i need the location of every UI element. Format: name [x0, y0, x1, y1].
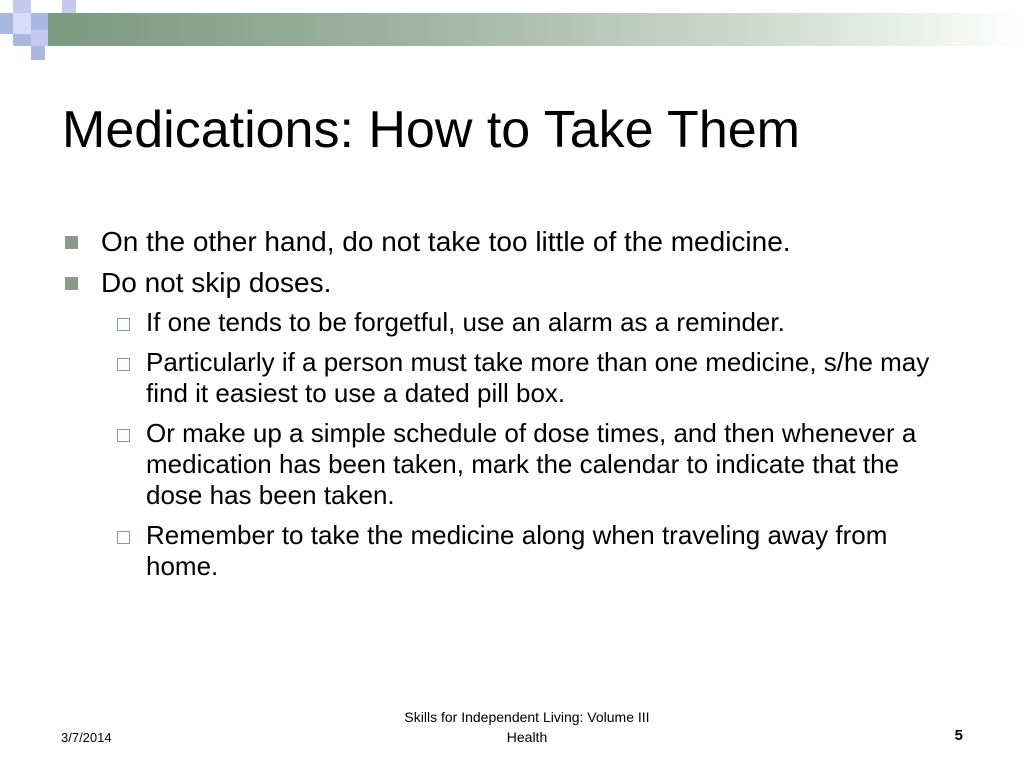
bullet-text: Do not skip doses. — [101, 267, 332, 298]
page-title: Medications: How to Take Them — [62, 101, 800, 159]
sub-list-item — [0, 520, 946, 582]
sub-bullet-text: Remember to take the medicine along when traveling away from home. — [146, 520, 888, 581]
deco-square — [31, 13, 48, 30]
deco-square — [31, 30, 48, 46]
square-bullet-icon — [65, 236, 78, 249]
footer-date: 3/7/2014 — [61, 730, 112, 745]
deco-square — [62, 0, 76, 13]
deco-square — [0, 13, 13, 34]
sub-bullet-text: If one tends to be forgetful, use an alarm as a reminder. — [146, 307, 785, 337]
footer-caption — [312, 707, 742, 747]
list-item — [0, 266, 971, 299]
deco-square — [13, 0, 31, 13]
footer-caption-line: Health — [506, 729, 548, 745]
hollow-square-bullet-icon — [117, 358, 130, 371]
bullet-text: On the other hand, do not take too little of the medicine. — [101, 226, 791, 257]
deco-square — [13, 34, 31, 46]
sub-list-item — [0, 307, 946, 338]
footer-caption-line: Skills for Independent Living: Volume III — [404, 709, 650, 725]
square-bullet-icon — [65, 277, 78, 290]
sub-bullet-text: Or make up a simple schedule of dose times, and then whenever a medication has been taken, mark the calendar to indicate that the dose has been taken. — [146, 418, 917, 510]
sub-bullet-text: Particularly if a person must take more than one medicine, s/he may find it easiest to use a dated pill box. — [146, 347, 930, 408]
deco-square — [31, 46, 45, 60]
hollow-square-bullet-icon — [117, 429, 130, 442]
hollow-square-bullet-icon — [117, 318, 130, 331]
bullet-list — [0, 225, 1024, 591]
header-gradient-bar — [48, 13, 1024, 46]
list-item — [0, 225, 971, 258]
page-number: 5 — [954, 727, 963, 744]
deco-square — [13, 13, 31, 34]
sub-list-item — [0, 418, 946, 511]
sub-list-item — [0, 347, 946, 409]
hollow-square-bullet-icon — [117, 531, 130, 544]
